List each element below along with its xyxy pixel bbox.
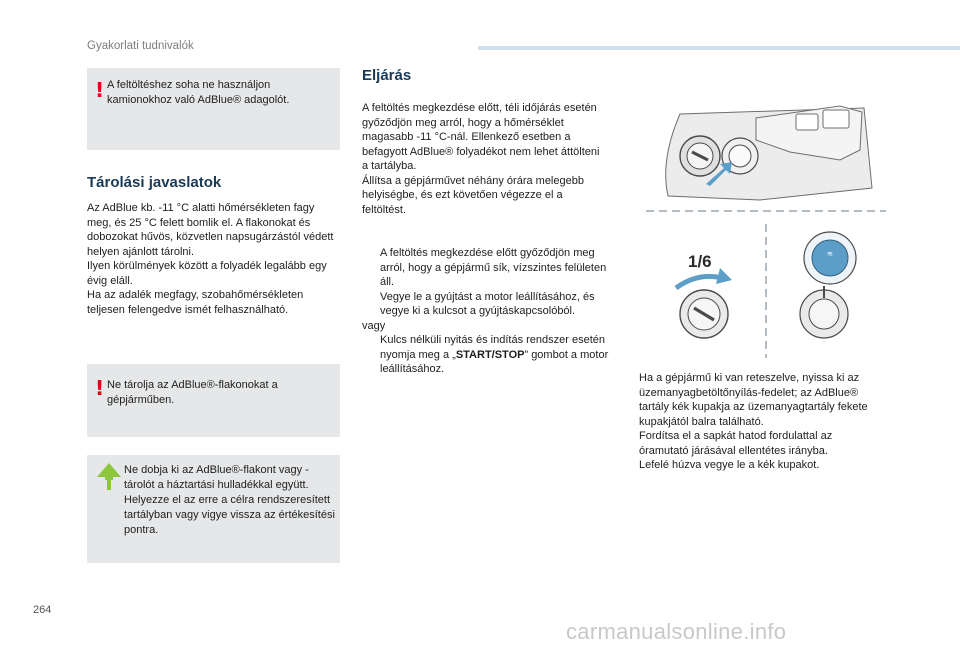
step-text: Lefelé húzva vegye le a kék kupakot.	[639, 459, 820, 471]
storage-heading: Tárolási javaslatok	[87, 174, 222, 191]
procedure-intro: A feltöltés megkezdése előtt, téli időjárás esetén győződjön meg arról, hogy a hőmérséklet magasabb -11 °C-nál. Ellenkező esetben a befagyott AdBlue® folyadékot nem lehet áttölteni a tartályba. Állítsa a gépjárművet néhány órára melegebb helyiségbe, és ezt követően végezze el a feltöltést.	[362, 102, 600, 216]
step-text: Vegye le a gyújtást a motor leállításához, és vegye ki a kulcsot a gyújtáskapcsolóból.	[380, 290, 595, 317]
list-item	[621, 458, 883, 473]
page-number: 264	[33, 604, 52, 616]
procedure-heading: Eljárás	[362, 67, 412, 84]
warning-text: Ne tárolja az AdBlue®-flakonokat a gépjárműben.	[107, 379, 278, 406]
step-text: Ha a gépjármű ki van reteszelve, nyissa ki az üzemanyagbetöltőnyílás-fedelet; az AdBlue® tartály kék kupakja az üzemanyagtartály fekete kupakjától balra található.	[639, 372, 868, 428]
cap-removal-illustration	[788, 228, 860, 342]
list-item	[621, 371, 883, 429]
list-item	[362, 290, 620, 319]
warning-box-truck-dispenser	[87, 68, 340, 150]
fuel-flap-illustration	[640, 100, 888, 208]
list-item	[362, 246, 620, 290]
watermark: carmanualsonline.info	[566, 619, 787, 644]
eco-text: Ne dobja ki az AdBlue®-flakont vagy -tárolót a háztartási hulladékkal együtt. Helyezze el az erre a célra rendszeresített tartályban vagy vigye vissza az értékesítési pontra.	[124, 464, 335, 536]
cap-removal-steps	[621, 371, 883, 473]
header-rule	[478, 46, 960, 50]
or-label: vagy	[362, 319, 386, 332]
eco-box	[87, 455, 340, 563]
step-text: A feltöltés megkezdése előtt győződjön meg arról, hogy a gépjármű sík, vízszintes felületen áll.	[380, 247, 607, 288]
list-item	[621, 429, 883, 458]
step-text-start: Kulcs nélküli nyitás és indítás rendszer esetén nyomja meg a „	[380, 334, 606, 361]
warning-text: A feltöltéshez soha ne használjon kamionokhoz való AdBlue® adagolót.	[107, 79, 290, 106]
step-text: Fordítsa el a sapkát hatod fordulattal az óramutató járásával ellentétes irányba.	[639, 430, 833, 457]
warning-exclamation-icon: !	[95, 376, 105, 400]
cap-rotation-illustration	[670, 264, 740, 340]
step-text-end: ” gombot a motor leállításához.	[380, 348, 609, 375]
warning-exclamation-icon: !	[95, 78, 105, 102]
warning-box-storage	[87, 364, 340, 437]
section-title: Gyakorlati tudnivalók	[87, 40, 194, 52]
start-stop-label: START/STOP	[455, 348, 525, 361]
tree-icon	[96, 463, 122, 491]
procedure-steps	[362, 246, 620, 377]
svg-text:≋: ≋	[827, 251, 833, 258]
list-item	[362, 333, 620, 377]
storage-paragraph: Az AdBlue kb. -11 °C alatti hőmérsékleten fagy meg, és 25 °C felett bomlik el. A flakonokat és dobozokat hűvös, közvetlen napsugárzástól védett helyen ajánlott tárolni. Ilyen körülmények között a folyadék legalább egy évig eláll. Ha az adalék megfagy, szobahőmérsékleten teljesen felengedve ismét felhasználható.	[87, 202, 334, 316]
rotation-label: 1/6	[688, 252, 712, 271]
